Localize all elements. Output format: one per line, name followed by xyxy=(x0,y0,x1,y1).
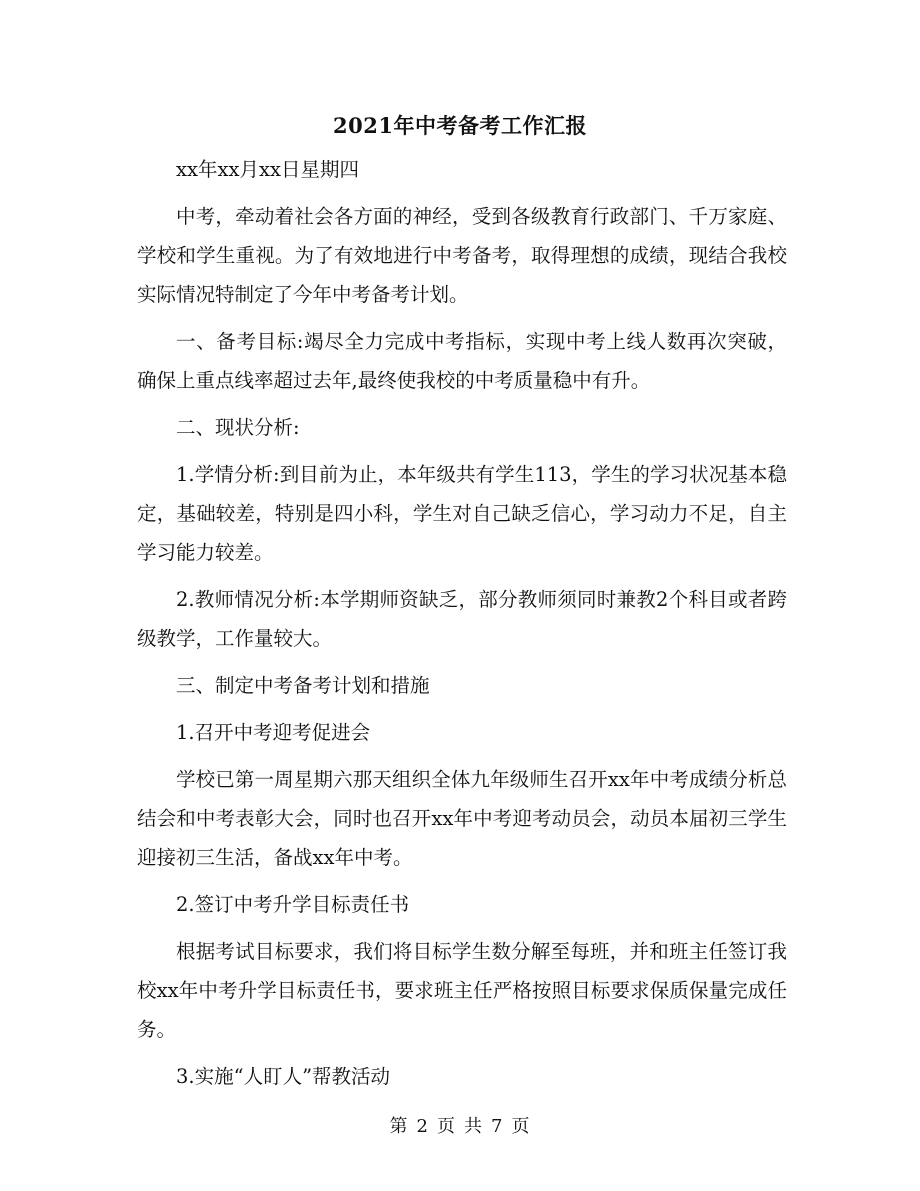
footer-label-total: 共 xyxy=(464,1116,483,1137)
heading-status-analysis: 二、现状分析: xyxy=(176,416,300,439)
subheading-mentoring: 3.实施“人盯人”帮教活动 xyxy=(176,1065,391,1088)
footer-total-pages: 7 xyxy=(491,1116,504,1137)
document-title: 2021年中考备考工作汇报 xyxy=(333,113,587,138)
paragraph-goal: 一、备考目标:竭尽全力完成中考指标，实现中考上线人数再次突破，确保上重点线率超过去年,最终使我校的中考质量稳中有升。 xyxy=(137,330,787,392)
subheading-responsibility: 2.签订中考升学目标责任书 xyxy=(176,893,410,916)
footer-current-page: 2 xyxy=(416,1116,429,1137)
date-line: xx年xx月xx日星期四 xyxy=(176,158,359,181)
subheading-meeting: 1.召开中考迎考促进会 xyxy=(176,721,371,744)
paragraph-teacher-analysis: 2.教师情况分析:本学期师资缺乏，部分教师须同时兼教2个科目或者跨级教学，工作量较大。 xyxy=(137,588,787,650)
paragraph-student-analysis: 1.学情分析:到目前为止，本年级共有学生113，学生的学习状况基本稳定，基础较差，特别是四小科，学生对自己缺乏信心，学习动力不足，自主学习能力较差。 xyxy=(137,463,787,564)
paragraph-meeting: 学校已第一周星期六那天组织全体九年级师生召开xx年中考成绩分析总结会和中考表彰大会，同时也召开xx年中考迎考动员会，动员本届初三学生迎接初三生活，备战xx年中考。 xyxy=(137,768,787,869)
paragraph-responsibility: 根据考试目标要求，我们将目标学生数分解至每班，并和班主任签订我校xx年中考升学目标责任书，要求班主任严格按照目标要求保质保量完成任务。 xyxy=(137,940,787,1041)
page-footer xyxy=(0,1112,920,1138)
document-body xyxy=(137,150,787,1104)
footer-label-page-unit: 页 xyxy=(437,1116,456,1137)
footer-label-total-unit: 页 xyxy=(511,1116,531,1137)
paragraph-intro: 中考，牵动着社会各方面的神经，受到各级教育行政部门、千万家庭、学校和学生重视。为了有效地进行中考备考，取得理想的成绩，现结合我校实际情况特制定了今年中考备考计划。 xyxy=(137,205,787,306)
heading-plan-measures: 三、制定中考备考计划和措施 xyxy=(176,674,430,697)
footer-label-page: 第 xyxy=(389,1116,409,1137)
